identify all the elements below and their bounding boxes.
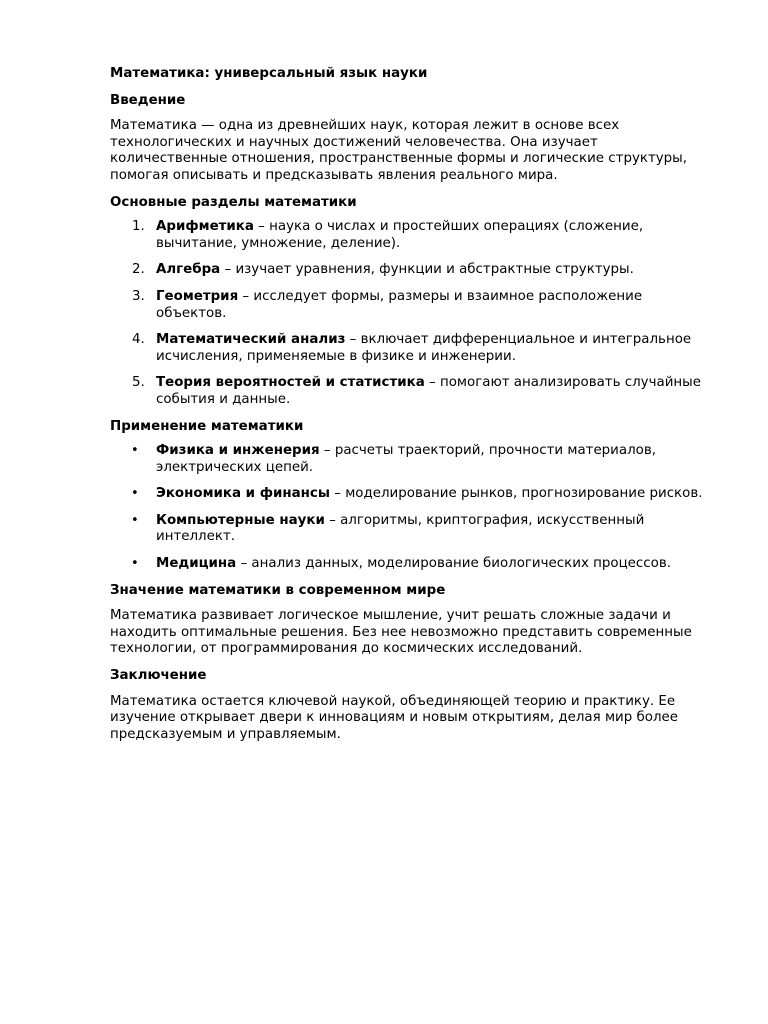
list-term: Медицина [156, 556, 237, 572]
applications-heading: Применение математики [110, 418, 304, 434]
bullet-icon: • [131, 443, 139, 459]
intro-paragraph: Математика — одна из древнейших наук, которая лежит в основе всех технологических и научных достижений человечества. Она изучает количественные отношения, пространственные формы и логические структуры, помогая описывать и предсказывать явления реального мира. [110, 118, 688, 183]
list-item [110, 289, 712, 322]
list-term: Алгебра [156, 262, 221, 278]
list-desc: – помогают анализировать случайные события и данные. [156, 375, 701, 407]
list-term: Теория вероятностей и статистика [156, 375, 425, 391]
list-desc: – алгоритмы, криптография, искусственный интеллект. [156, 512, 645, 545]
list-item [110, 219, 712, 252]
significance-paragraph: Математика развивает логическое мышление, учит решать сложные задачи и находить оптимальные решения. Без нее невозможно представить современные технологии, от программирования до космических исследований. [110, 608, 692, 657]
list-desc: – исследует формы, размеры и взаимное расположение объектов. [156, 288, 643, 321]
list-term: Арифметика [156, 219, 254, 235]
list-desc: – анализ данных, моделирование биологических процессов. [236, 556, 671, 572]
list-item [110, 332, 712, 365]
applications-list [110, 443, 712, 573]
bullet-icon: • [131, 512, 139, 528]
list-number: 2. [132, 262, 145, 278]
document-title: Математика: универсальный язык науки [110, 66, 428, 81]
bullet-icon: • [131, 556, 139, 572]
list-term: Геометрия [156, 288, 239, 304]
list-term: Физика и инженерия [156, 443, 320, 459]
significance-heading: Значение математики в современном мире [110, 582, 446, 598]
list-term: Компьютерные науки [156, 512, 325, 528]
list-desc: – включает дифференциальное и интегральное исчисления, применяемые в физике и инженерии. [156, 332, 692, 364]
list-desc: – изучает уравнения, функции и абстрактные структуры. [220, 262, 634, 278]
list-item [110, 262, 712, 279]
bullet-icon: • [131, 486, 139, 502]
list-desc: – моделирование рынков, прогнозирование рисков. [329, 486, 703, 502]
list-term: Математический анализ [156, 332, 346, 348]
list-number: 1. [132, 219, 145, 235]
conclusion-paragraph: Математика остается ключевой наукой, объединяющей теорию и практику. Ее изучение открывает двери к инновациям и новым открытиям, делая мир более предсказуемым и управляемым. [110, 693, 678, 742]
list-term: Экономика и финансы [156, 486, 330, 502]
list-desc: – расчеты траекторий, прочности материалов, электрических цепей. [156, 443, 656, 475]
list-number: 4. [132, 332, 145, 348]
list-item [110, 443, 712, 476]
conclusion-heading: Заключение [110, 668, 207, 684]
branches-list [110, 219, 712, 408]
branches-heading: Основные разделы математики [110, 194, 357, 210]
list-item [110, 486, 712, 503]
list-number: 3. [132, 288, 145, 304]
list-item [110, 513, 712, 546]
list-item [110, 556, 712, 573]
list-number: 5. [132, 375, 145, 391]
list-item [110, 375, 712, 408]
intro-heading: Введение [110, 92, 186, 108]
list-desc: – наука о числах и простейших операциях (сложение, вычитание, умножение, деление). [156, 219, 644, 251]
